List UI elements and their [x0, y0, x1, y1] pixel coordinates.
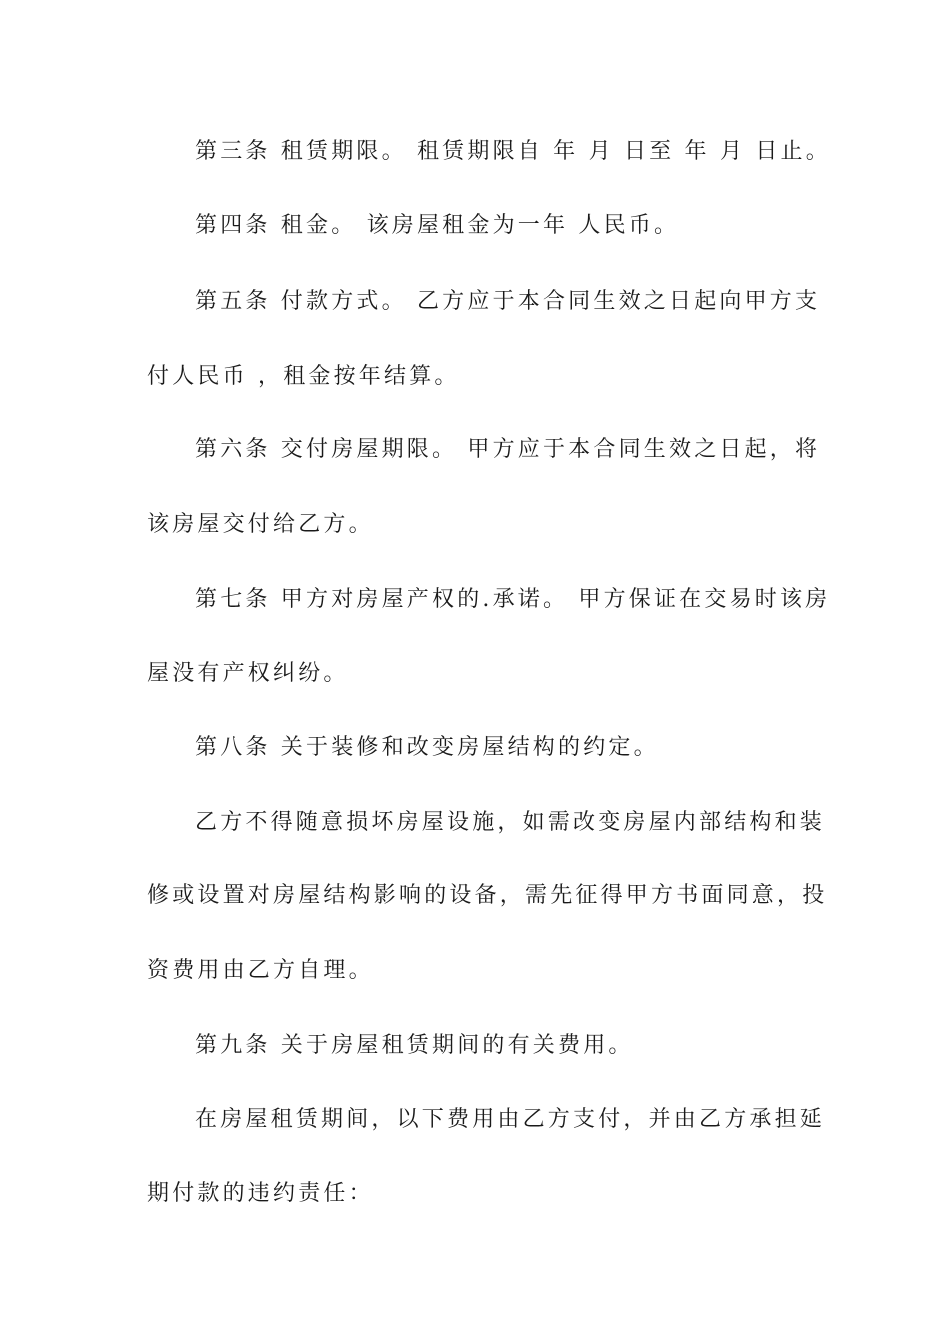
- article-8-paragraph-line-1: 乙方不得随意损坏房屋设施，如需改变房屋内部结构和装: [195, 810, 826, 835]
- article-6-continuation: 该房屋交付给乙方。: [147, 512, 374, 537]
- article-9-line: 第九条 关于房屋租赁期间的有关费用。: [195, 1033, 634, 1058]
- article-8-paragraph-line-3: 资费用由乙方自理。: [147, 958, 374, 983]
- article-9-paragraph-line-1: 在房屋租赁期间，以下费用由乙方支付，并由乙方承担延: [195, 1107, 826, 1132]
- article-6-line: 第六条 交付房屋期限。 甲方应于本合同生效之日起，将: [195, 437, 821, 462]
- article-5-continuation: 付人民币 ，租金按年结算。: [147, 364, 460, 389]
- article-8-line: 第八条 关于装修和改变房屋结构的约定。: [195, 735, 659, 760]
- article-3-line: 第三条 租赁期限。 租赁期限自 年 月 日至 年 月 日止。: [195, 139, 831, 164]
- article-4-line: 第四条 租金。 该房屋租金为一年 人民币。: [195, 213, 680, 238]
- article-7-line: 第七条 甲方对房屋产权的.承诺。 甲方保证在交易时该房: [195, 587, 831, 612]
- article-8-paragraph-line-2: 修或设置对房屋结构影响的设备，需先征得甲方书面同意，投: [147, 883, 828, 908]
- article-9-paragraph-line-2: 期付款的违约责任：: [147, 1181, 374, 1206]
- article-7-continuation: 屋没有产权纠纷。: [147, 661, 349, 686]
- article-5-line: 第五条 付款方式。 乙方应于本合同生效之日起向甲方支: [195, 289, 821, 314]
